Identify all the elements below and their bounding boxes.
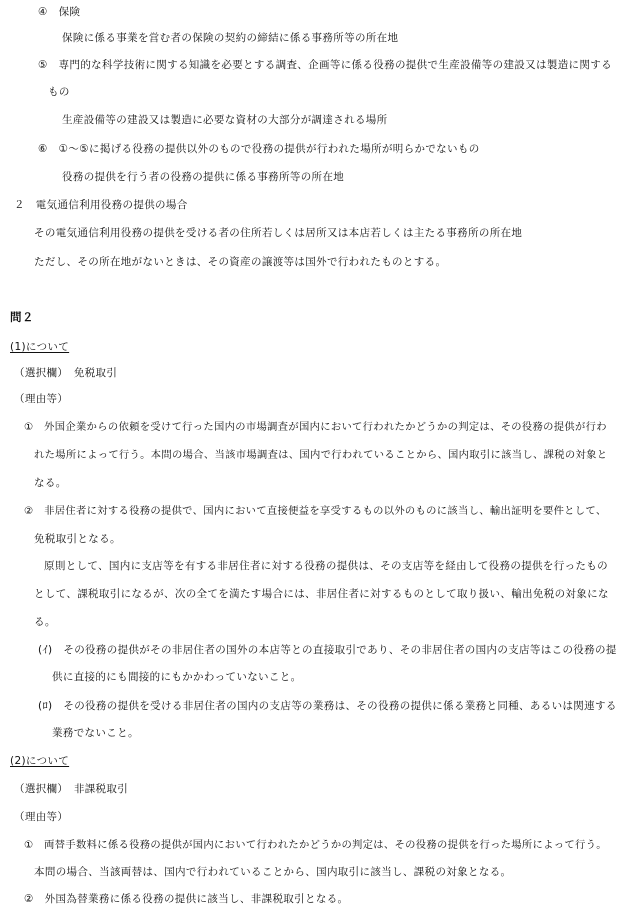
part-1-reason-1-line-1: ① 外国企業からの依頼を受けて行った国内の市場調査が国内において行われたかどうかの判定は、その役務の提供が行わ [24, 421, 607, 433]
part-2-reason-2-line-1: ② 外国為替業務に係る役務の提供に該当し、非課税取引となる。 [24, 893, 349, 905]
question-2-heading: 問２ [10, 310, 34, 324]
part-1-principle-line-1: 原則として、国内に支店等を有する非居住者に対する役務の提供は、その支店等を経由して役務の提供を行ったもの [44, 560, 608, 572]
part-1-principle-line-2: として、課税取引になるが、次の全てを満たす場合には、非居住者に対するものとして取り扱い、輸出免税の対象にな [34, 588, 609, 600]
part-1-choice: （選択欄） 免税取引 [14, 367, 118, 379]
item-4-title: ④ 保険 [38, 6, 81, 18]
part-1-principle-line-3: る。 [34, 616, 56, 628]
item-4-body: 保険に係る事業を営む者の保険の契約の締結に係る事務所等の所在地 [62, 32, 399, 44]
item-6-title: ⑥ ①～⑤に掲げる役務の提供以外のもので役務の提供が行われた場所が明らかでないもの [38, 143, 480, 155]
item-5-body: 生産設備等の建設又は製造に必要な資材の大部分が調達される場所 [62, 114, 388, 126]
item-5-title-line-2: もの [48, 86, 70, 98]
item-5-title-line-1: ⑤ 専門的な科学技術に関する知識を必要とする調査、企画等に係る役務の提供で生産設備等の建設又は製造に関する [38, 59, 612, 71]
part-1-reason-1-line-2: れた場所によって行う。本問の場合、当該市場調査は、国内で行われていることから、国内取引に該当し、課税の対象と [34, 449, 608, 461]
part-2-reason-1-line-1: ① 両替手数料に係る役務の提供が国内において行われたかどうかの判定は、その役務の提供を行った場所によって行う。 [24, 839, 607, 851]
part-1-condition-i-line-1: (ｲ) その役務の提供がその非居住者の国外の本店等との直接取引であり、その非居住者の国内の支店等はこの役務の提 [38, 644, 617, 656]
part-1-reason-1-line-3: なる。 [34, 477, 67, 489]
section-2-body-line-1: その電気通信利用役務の提供を受ける者の住所若しくは居所又は本店若しくは主たる事務所の所在地 [34, 227, 523, 239]
part-2-choice: （選択欄） 非課税取引 [14, 783, 129, 795]
part-1-condition-ro-line-2: 業務でないこと。 [52, 727, 139, 739]
part-1-reason-2-line-2: 免税取引となる。 [34, 533, 121, 545]
part-2-reason-1-line-2: 本問の場合、当該両替は、国内で行われていることから、国内取引に該当し、課税の対象となる。 [34, 866, 512, 878]
section-2-title: ２ 電気通信利用役務の提供の場合 [14, 199, 188, 211]
part-1-label: (1)について [10, 341, 70, 353]
part-2-label: (2)について [10, 755, 70, 767]
part-1-condition-i-line-2: 供に直接的にも間接的にもかかわっていないこと。 [52, 671, 302, 683]
part-1-condition-ro-line-1: (ﾛ) その役務の提供を受ける非居住者の国内の支店等の業務は、その役務の提供に係る業務と同種、あるいは関連する [38, 700, 617, 712]
section-2-body-line-2: ただし、その所在地がないときは、その資産の譲渡等は国外で行われたものとする。 [34, 256, 447, 268]
part-1-reason-label: （理由等） [14, 393, 69, 405]
part-2-reason-label: （理由等） [14, 811, 69, 823]
item-6-body: 役務の提供を行う者の役務の提供に係る事務所等の所在地 [62, 171, 345, 183]
part-1-reason-2-line-1: ② 非居住者に対する役務の提供で、国内において直接便益を享受するもの以外のものに該当し、輸出証明を要件として、 [24, 505, 607, 517]
